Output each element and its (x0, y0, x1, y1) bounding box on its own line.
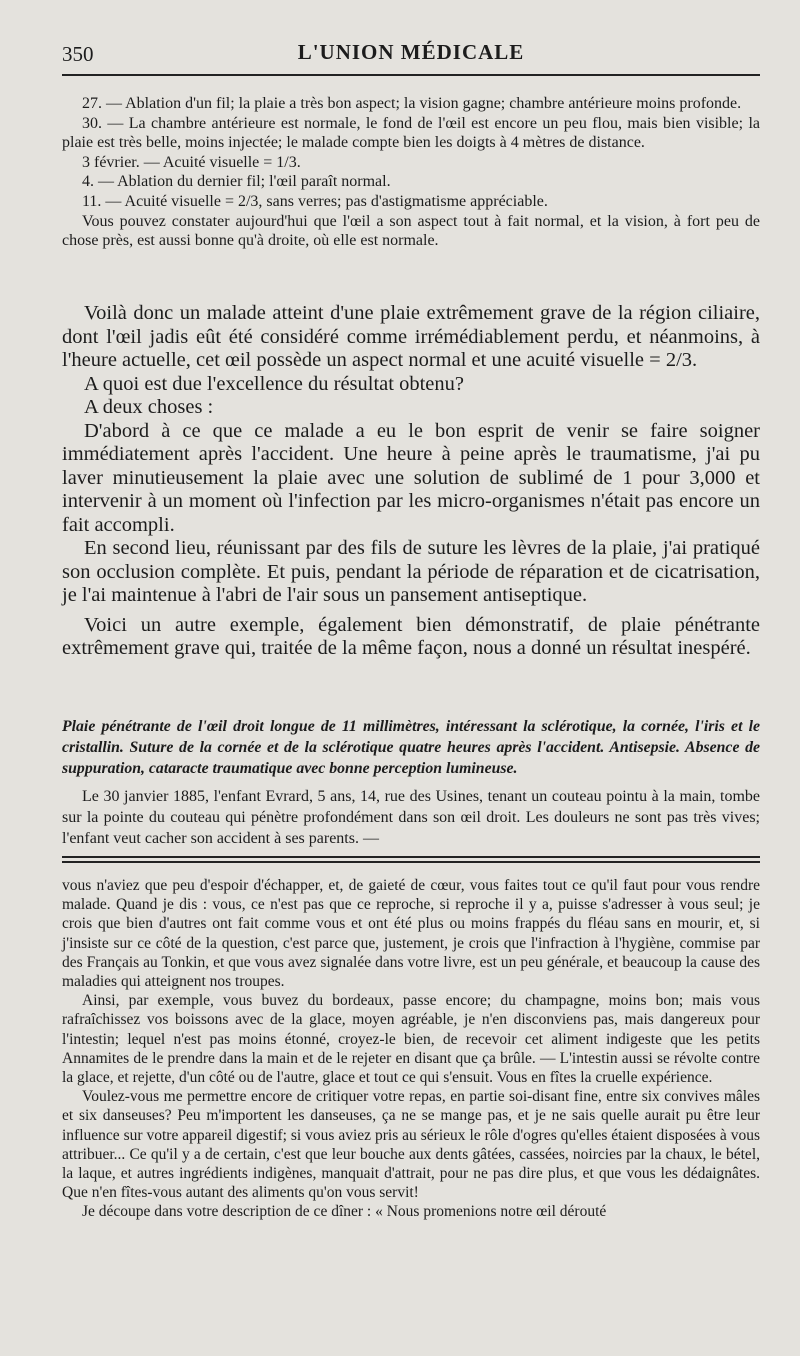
lecture-paragraph: Voici un autre exemple, également bien démonstratif, de plaie pénétrante extrêmement grave qui, traitée de la même façon, nous a donné un résultat inespéré. (62, 613, 760, 659)
feuilleton-paragraph: Je découpe dans votre description de ce dîner : « Nous promenions notre œil dérouté (82, 1203, 607, 1221)
page-number: 350 (62, 42, 94, 66)
lecture-paragraph: A deux choses : (84, 396, 214, 418)
lecture-paragraph: En second lieu, réunissant par des fils de suture les lèvres de la plaie, j'ai pratiqué son occlusion complète. Et puis, pendant la période de réparation et de cicatrisation, je l'ai maintenue à l'abri de l'air sous un pansement antiseptique. (62, 537, 760, 606)
page-header (62, 36, 760, 70)
observation-note: 30. — La chambre antérieure est normale, le fond de l'œil est encore un peu flou, mais bien visible; la plaie est très belle, moins injectée; le malade compte bien les doigts à 4 mètres de distance. (62, 114, 760, 152)
lecture-paragraph: Voilà donc un malade atteint d'une plaie extrêmement grave de la région ciliaire, dont l'œil jadis eût été considéré comme irrémédiablement perdu, et néanmoins, à l'heure actuelle, cet œil possède un aspect normal et une acuité visuelle = 2/3. (62, 302, 760, 371)
feuilleton-paragraph: vous n'aviez que peu d'espoir d'échapper, et, de gaieté de cœur, vous faites tout ce qu'il faut pour vous rendre malade. Quand je dis : vous, ce n'est pas que ce reproche, si reproche il y a, puisse s'adresser à vous seul; je crois que bien d'autres ont fait comme vous et ont été plus ou moins frappés du fléau sans en mourir, et, si j'insiste sur ce côté de la question, c'est parce que, justement, je crois que l'infraction à l'hygiène, commise par des Français au Tonkin, et que vous avez signalée dans votre livre, est un peu générale, et beaucoup la cause des maladies qui atteignent nos troupes. (62, 877, 760, 991)
feuilleton-text (62, 876, 760, 1222)
feuilleton-separator (62, 856, 760, 858)
lecture-paragraph: A quoi est due l'excellence du résultat obtenu? (84, 372, 464, 395)
observation-note: 11. — Acuité visuelle = 2/3, sans verres; pas d'astigmatisme appréciable. (82, 192, 548, 210)
observation-note: Vous pouvez constater aujourd'hui que l'œil a son aspect tout à fait normal, et la vision, à fort peu de chose près, est aussi bonne qu'à droite, où elle est normale. (62, 212, 760, 250)
observation-note: 27. — Ablation d'un fil; la plaie a très bon aspect; la vision gagne; chambre antérieure moins profonde. (82, 95, 742, 112)
feuilleton-paragraph: Ainsi, par exemple, vous buvez du bordeaux, passe encore; du champagne, moins bon; mais vous rafraîchissez vos boissons avec de la glace, moyen agréable, je n'en disconviens pas, mais dangereux pour l'intestin; lequel n'est pas moins étonné, croyez-le bien, de recevoir cet aliment indigeste que les petits Annamites de le prendre dans la main et de le rejeter en disant que ça brûle. — L'intestin aussi se révolte contre la glace, et rejette, d'un côté ou de l'autre, glace et tout ce qui s'ensuit. Vous en fîtes la cruelle expérience. (62, 992, 760, 1087)
case-heading (62, 716, 760, 779)
observation-note: 4. — Ablation du dernier fil; l'œil paraît normal. (82, 173, 391, 191)
case-heading-text: Plaie pénétrante de l'œil droit longue de 11 millimètres, intéressant la sclérotique, la cornée, l'iris et le cristallin. Suture de la cornée et de la sclérotique quatre heures après l'accident. Antisepsie. Absence de suppuration, cataracte traumatique avec bonne perception lumineuse. (62, 718, 760, 777)
observation-notes (62, 94, 760, 251)
feuilleton-paragraph: Voulez-vous me permettre encore de critiquer votre repas, en partie soi-disant fine, entre six convives mâles et six danseuses? Peu m'importent les danseuses, ça ne se mange pas, et je ne sais quelle aurait pu être leur influence sur votre appareil digestif; si vous aviez pris au sérieux le rôle d'ogres qu'elles étaient disposées à vous attribuer... Ce qu'il y a de certain, c'est que leur bouche aux dents gâtées, cassées, noircies par la chaux, le bétel, la laque, et autres ingrédients indigènes, manquait d'attrait, pour ne pas dire plus, et que vous les dédaignâtes. Que n'en fîtes-vous autant des aliments qu'on vous servit! (62, 1088, 760, 1202)
observation-note: 3 février. — Acuité visuelle = 1/3. (82, 153, 301, 171)
running-title: L'UNION MÉDICALE (297, 40, 525, 64)
lecture-paragraph: D'abord à ce que ce malade a eu le bon esprit de venir se faire soigner immédiatement après l'accident. Une heure à peine après le traumatisme, j'ai pu laver minutieusement la plaie avec une solution de sublimé de 1 pour 3,000 et intervenir à un moment où l'infection par les micro-organismes n'était pas encore un fait accompli. (62, 419, 760, 536)
header-rule (62, 74, 760, 76)
case-opening-text: Le 30 janvier 1885, l'enfant Evrard, 5 ans, 14, rue des Usines, tenant un couteau pointu à la main, tombe sur la pointe du couteau qui pénètre profondément dans son œil droit. Les douleurs ne sont pas très vives; l'enfant veut cacher son accident à ses parents. — (62, 788, 760, 847)
feuilleton-separator (62, 861, 760, 863)
case-opening (62, 786, 760, 849)
lecture-text (62, 302, 760, 661)
